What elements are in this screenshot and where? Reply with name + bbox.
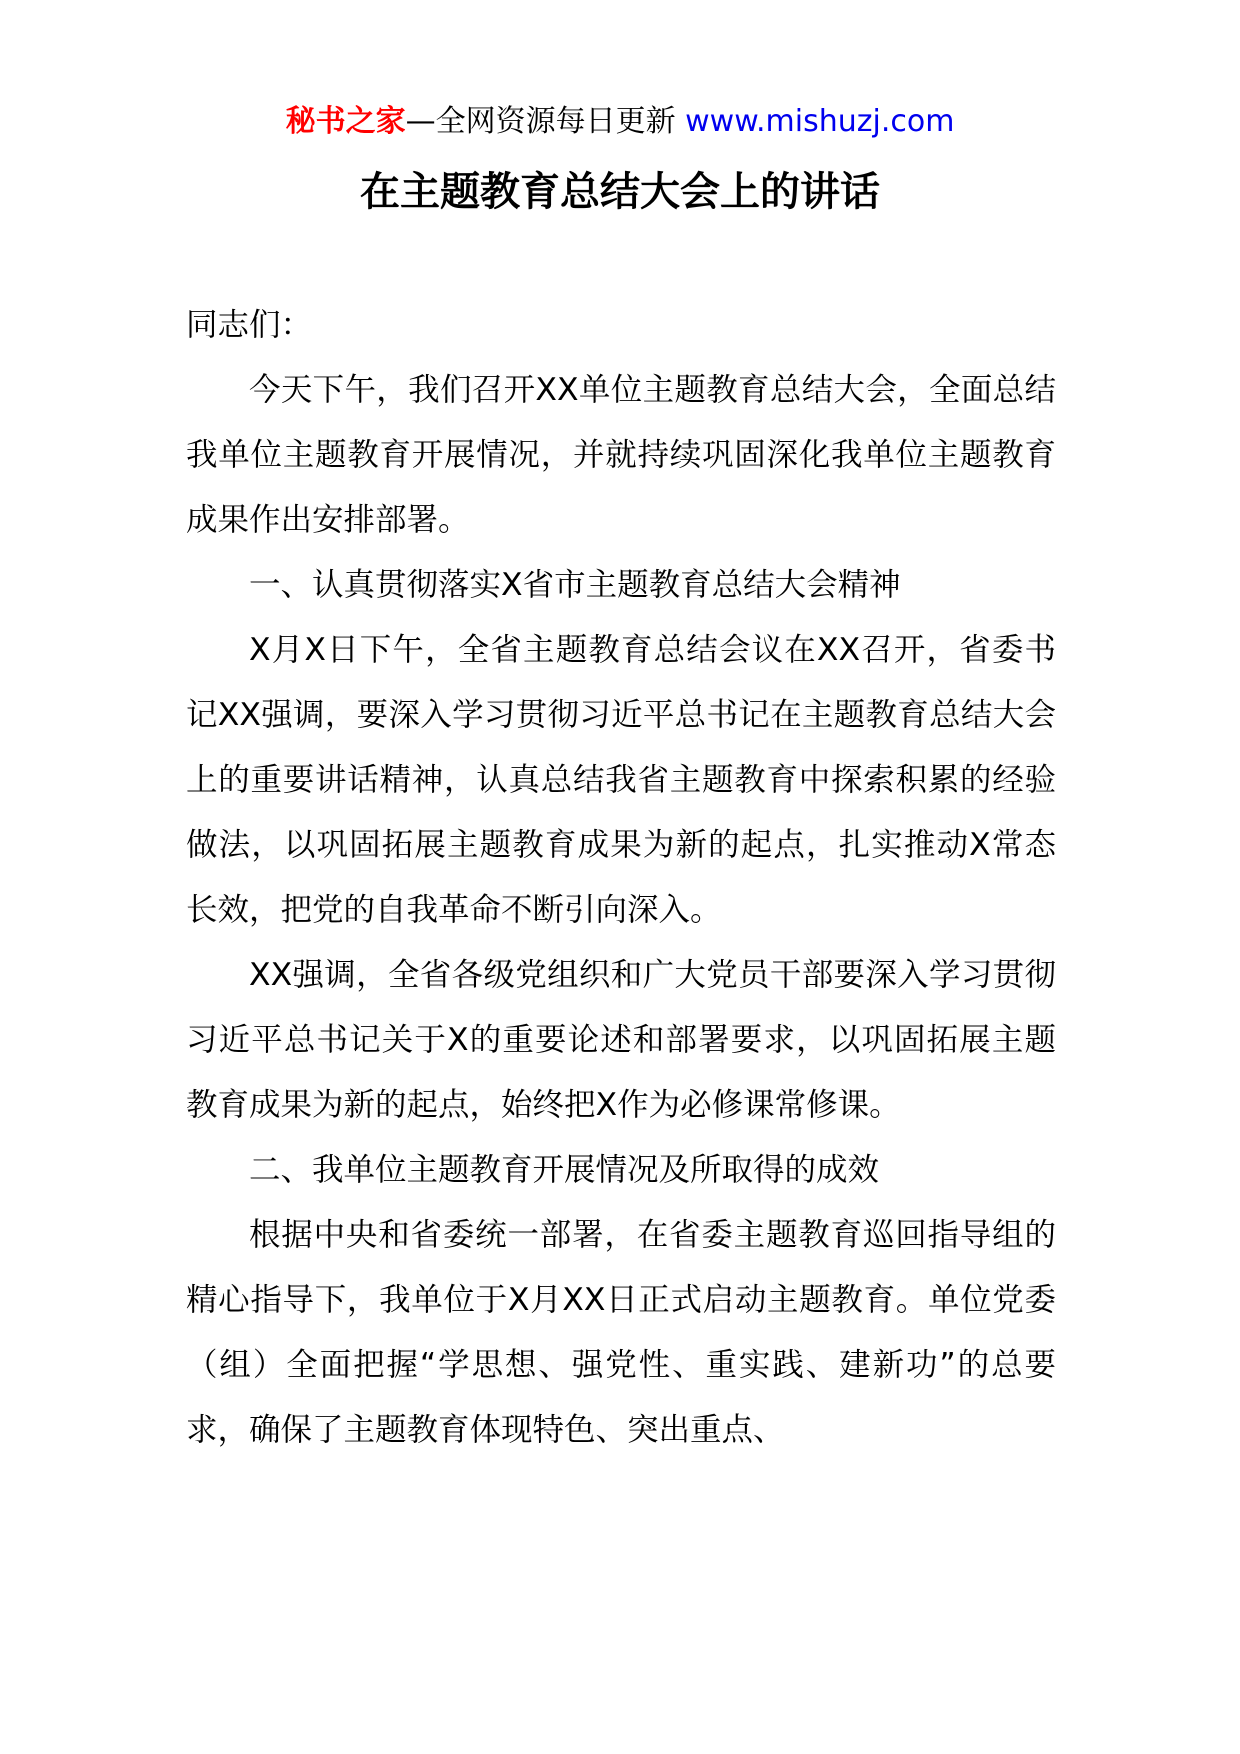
- paragraph: 根据中央和省委统一部署，在省委主题教育巡回指导组的精心指导下，我单位于X月XX日正式启动主题教育。单位党委（组）全面把握“学思想、强党性、重实践、建新功”的总要求，确保了主题教育体现特色、突出重点、: [186, 1217, 1056, 1448]
- paragraph: XX强调，全省各级党组织和广大党员干部要深入学习贯彻习近平总书记关于X的重要论述和部署要求，以巩固拓展主题教育成果为新的起点，始终把X作为必修课常修课。: [186, 957, 1056, 1123]
- section-heading-1: 一、认真贯彻落实X省市主题教育总结大会精神: [249, 567, 901, 603]
- document-title: 在主题教育总结大会上的讲话: [360, 169, 880, 215]
- salutation: 同志们：: [186, 307, 313, 343]
- site-header: [0, 102, 1240, 142]
- document-body: [186, 293, 1056, 1463]
- site-slogan: —全网资源每日更新: [405, 104, 686, 139]
- section-heading-2: 二、我单位主题教育开展情况及所取得的成效: [249, 1152, 880, 1188]
- paragraph: X月X日下午，全省主题教育总结会议在XX召开，省委书记XX强调，要深入学习贯彻习近平总书记在主题教育总结大会上的重要讲话精神，认真总结我省主题教育中探索积累的经验做法，以巩固拓展主题教育成果为新的起点，扎实推动X常态长效，把党的自我革命不断引向深入。: [186, 632, 1056, 928]
- paragraph-intro: 今天下午，我们召开XX单位主题教育总结大会，全面总结我单位主题教育开展情况，并就持续巩固深化我单位主题教育成果作出安排部署。: [186, 372, 1056, 538]
- site-url-link[interactable]: www.mishuzj.com: [685, 104, 955, 139]
- site-brand: 秘书之家: [285, 104, 406, 139]
